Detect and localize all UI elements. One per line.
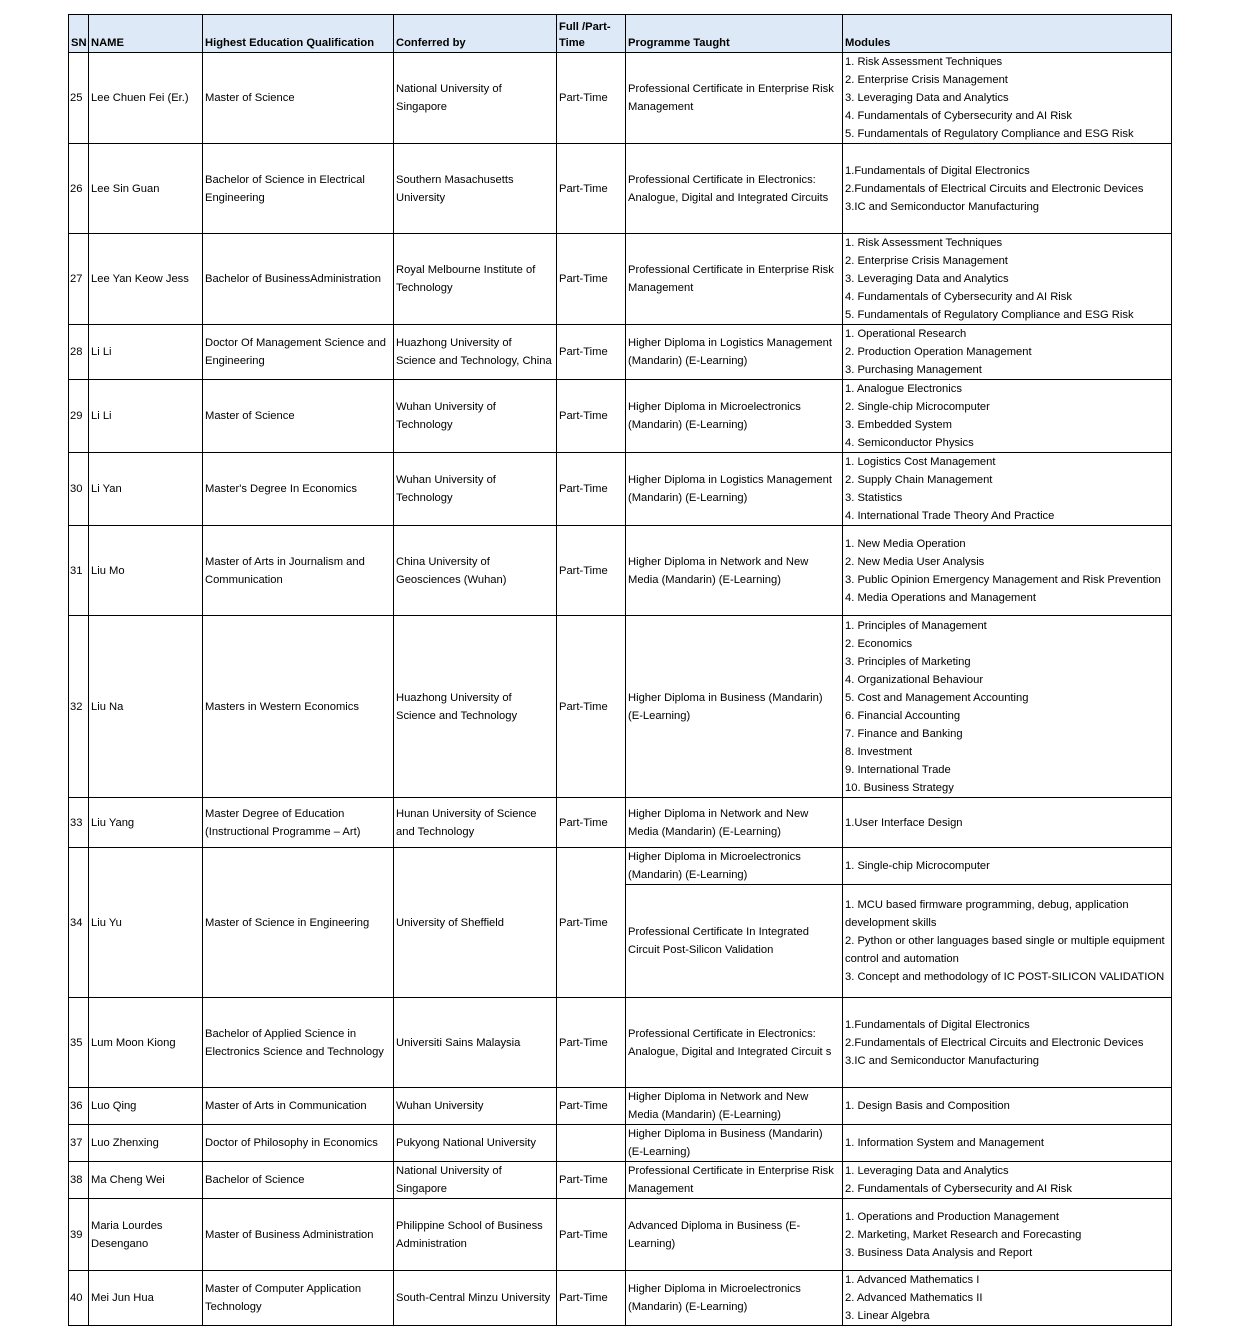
cell-qualification: Masters in Western Economics [203, 616, 394, 798]
header-modules: Modules [843, 15, 1172, 53]
table-row [69, 1162, 1172, 1199]
cell-mode: Part-Time [557, 616, 626, 798]
module-item: 2. Fundamentals of Cybersecurity and AI Risk [845, 1183, 1072, 1195]
module-item: 1. Principles of Management [845, 619, 987, 632]
cell-name: Li Yan [89, 453, 203, 526]
module-item: 2. Economics [845, 637, 913, 650]
cell-qualification: Master of Arts in Journalism and Communication [203, 526, 394, 616]
table-row [69, 1125, 1172, 1162]
cell-conferred-by: Philippine School of Business Administration [394, 1199, 557, 1271]
cell-mode: Part-Time [557, 53, 626, 144]
cell-name: Liu Mo [89, 526, 203, 616]
cell-qualification: Master of Business Administration [203, 1199, 394, 1271]
cell-sn: 27 [69, 234, 89, 325]
cell-sn: 40 [69, 1271, 89, 1326]
cell-qualification: Doctor of Philosophy in Economics [203, 1125, 394, 1162]
module-item: 3. Leveraging Data and Analytics [845, 92, 1009, 104]
cell-modules [843, 1088, 1172, 1125]
cell-sn: 37 [69, 1125, 89, 1162]
cell-mode: Part-Time [557, 380, 626, 453]
module-item: 2. Enterprise Crisis Management [845, 74, 1008, 86]
cell-conferred-by: Wuhan University of Technology [394, 453, 557, 526]
cell-mode: Part-Time [557, 1088, 626, 1125]
module-item: 3. Business Data Analysis and Report [845, 1246, 1033, 1259]
cell-sn: 34 [69, 848, 89, 998]
table-row [69, 798, 1172, 848]
cell-sn: 32 [69, 616, 89, 798]
module-item: 5. Fundamentals of Regulatory Compliance and ESG Risk [845, 309, 1134, 321]
module-item: 2. Python or other languages based single or multiple equipment control and automation [845, 935, 1165, 965]
cell-sn: 29 [69, 380, 89, 453]
cell-programme: Higher Diploma in Network and New Media (Mandarin) (E-Learning) [626, 798, 843, 848]
module-item: 2. Production Operation Management [845, 346, 1032, 358]
module-item: 3. Embedded System [845, 419, 952, 431]
cell-sn: 35 [69, 998, 89, 1088]
module-item: 4. Media Operations and Management [845, 591, 1036, 604]
cell-modules [843, 380, 1172, 453]
cell-name: Ma Cheng Wei [89, 1162, 203, 1199]
cell-name: Liu Yang [89, 798, 203, 848]
cell-programme: Advanced Diploma in Business (E-Learning) [626, 1199, 843, 1271]
cell-modules [843, 885, 1172, 998]
module-item: 10. Business Strategy [845, 781, 954, 794]
cell-name: Lum Moon Kiong [89, 998, 203, 1088]
cell-programme: Higher Diploma in Network and New Media (Mandarin) (E-Learning) [626, 526, 843, 616]
cell-mode: Part-Time [557, 998, 626, 1088]
cell-qualification: Bachelor of Science [203, 1162, 394, 1199]
cell-programme: Higher Diploma in Business (Mandarin) (E-Learning) [626, 616, 843, 798]
cell-name: Luo Zhenxing [89, 1125, 203, 1162]
cell-conferred-by: Huazhong University of Science and Technology, China [394, 325, 557, 380]
cell-qualification: Doctor Of Management Science and Engineering [203, 325, 394, 380]
module-item: 4. Fundamentals of Cybersecurity and AI Risk [845, 291, 1072, 303]
cell-programme: Professional Certificate in Enterprise Risk Management [626, 234, 843, 325]
table-row [69, 325, 1172, 380]
cell-modules [843, 526, 1172, 616]
module-item: 1. Advanced Mathematics I [845, 1274, 980, 1286]
cell-modules [843, 1271, 1172, 1326]
cell-modules [843, 798, 1172, 848]
module-item: 3.IC and Semiconductor Manufacturing [845, 200, 1040, 213]
cell-modules [843, 453, 1172, 526]
cell-mode: Part-Time [557, 144, 626, 234]
cell-modules [843, 848, 1172, 885]
cell-mode: Part-Time [557, 1271, 626, 1326]
module-item: 1. Risk Assessment Techniques [845, 56, 1003, 68]
module-item: 4. International Trade Theory And Practice [845, 510, 1055, 522]
cell-name: Lee Yan Keow Jess [89, 234, 203, 325]
module-item: 2.Fundamentals of Electrical Circuits and Electronic Devices [845, 182, 1144, 195]
cell-name: Lee Sin Guan [89, 144, 203, 234]
cell-name: Liu Yu [89, 848, 203, 998]
module-item: 1. Analogue Electronics [845, 383, 962, 395]
module-item: 6. Financial Accounting [845, 709, 961, 722]
cell-programme: Higher Diploma in Microelectronics (Mandarin) (E-Learning) [626, 848, 843, 885]
cell-name: Li Li [89, 380, 203, 453]
module-item: 3.IC and Semiconductor Manufacturing [845, 1054, 1040, 1067]
cell-mode: Part-Time [557, 234, 626, 325]
module-item: 2. Advanced Mathematics II [845, 1292, 983, 1304]
cell-modules [843, 998, 1172, 1088]
table-row [69, 526, 1172, 616]
cell-programme: Higher Diploma in Microelectronics (Mandarin) (E-Learning) [626, 380, 843, 453]
cell-name: Maria Lourdes Desengano [89, 1199, 203, 1271]
module-item: 4. Semiconductor Physics [845, 437, 974, 449]
module-item: 3. Concept and methodology of IC POST-SILICON VALIDATION [845, 971, 1165, 983]
cell-name: Lee Chuen Fei (Er.) [89, 53, 203, 144]
module-item: 3. Public Opinion Emergency Management and Risk Prevention [845, 573, 1161, 586]
module-item: 8. Investment [845, 745, 913, 758]
cell-mode: Part-Time [557, 1199, 626, 1271]
module-item: 2. Enterprise Crisis Management [845, 255, 1008, 267]
cell-qualification: Master of Arts in Communication [203, 1088, 394, 1125]
header-conferred-by: Conferred by [394, 15, 557, 53]
table-row [69, 453, 1172, 526]
cell-qualification: Master Degree of Education (Instructional Programme – Art) [203, 798, 394, 848]
module-item: 1. New Media Operation [845, 537, 966, 550]
cell-conferred-by: Wuhan University of Technology [394, 380, 557, 453]
cell-sn: 33 [69, 798, 89, 848]
table-row [69, 616, 1172, 798]
table-row [69, 144, 1172, 234]
module-item: 4. Organizational Behaviour [845, 673, 984, 686]
cell-modules [843, 616, 1172, 798]
table-body [69, 53, 1172, 1326]
cell-programme: Higher Diploma in Business (Mandarin) (E-Learning) [626, 1125, 843, 1162]
cell-sn: 31 [69, 526, 89, 616]
cell-modules [843, 1125, 1172, 1162]
module-item: 3. Principles of Marketing [845, 655, 971, 668]
module-item: 2. Marketing, Market Research and Forecasting [845, 1228, 1082, 1241]
cell-sn: 38 [69, 1162, 89, 1199]
cell-mode: Part-Time [557, 848, 626, 998]
module-item: 3. Purchasing Management [845, 364, 982, 376]
cell-name: Li Li [89, 325, 203, 380]
cell-qualification: Bachelor of Applied Science in Electronics Science and Technology [203, 998, 394, 1088]
module-item: 3. Leveraging Data and Analytics [845, 273, 1009, 285]
cell-mode: Part-Time [557, 798, 626, 848]
cell-conferred-by: Southern Masachusetts University [394, 144, 557, 234]
cell-mode [557, 1125, 626, 1162]
cell-modules [843, 53, 1172, 144]
cell-conferred-by: Huazhong University of Science and Technology [394, 616, 557, 798]
cell-modules [843, 325, 1172, 380]
module-item: 5. Cost and Management Accounting [845, 691, 1029, 704]
module-item: 2. Single-chip Microcomputer [845, 401, 990, 413]
cell-qualification: Master of Science [203, 53, 394, 144]
cell-sn: 30 [69, 453, 89, 526]
cell-mode: Part-Time [557, 325, 626, 380]
cell-programme: Professional Certificate in Electronics: Analogue, Digital and Integrated Circuit s [626, 998, 843, 1088]
module-item: 1. MCU based firmware programming, debug, application development skills [845, 899, 1129, 929]
cell-name: Mei Jun Hua [89, 1271, 203, 1326]
cell-programme: Professional Certificate In Integrated Circuit Post-Silicon Validation [626, 885, 843, 998]
cell-sn: 26 [69, 144, 89, 234]
cell-qualification: Master's Degree In Economics [203, 453, 394, 526]
cell-conferred-by: Hunan University of Science and Technology [394, 798, 557, 848]
module-item: 2.Fundamentals of Electrical Circuits and Electronic Devices [845, 1036, 1144, 1049]
module-item: 4. Fundamentals of Cybersecurity and AI Risk [845, 110, 1072, 122]
module-item: 1. Single-chip Microcomputer [845, 860, 990, 872]
cell-sn: 36 [69, 1088, 89, 1125]
table-row [69, 234, 1172, 325]
header-sn: SN [69, 15, 89, 53]
module-item: 9. International Trade [845, 763, 951, 776]
cell-sn: 39 [69, 1199, 89, 1271]
table-row [69, 1271, 1172, 1326]
cell-conferred-by: University of Sheffield [394, 848, 557, 998]
cell-qualification: Master of Science in Engineering [203, 848, 394, 998]
module-item: 1. Risk Assessment Techniques [845, 237, 1003, 249]
cell-programme: Professional Certificate in Enterprise Risk Management [626, 53, 843, 144]
module-item: 1.User Interface Design [845, 816, 963, 829]
cell-modules [843, 1162, 1172, 1199]
cell-qualification: Bachelor of Science in Electrical Engineering [203, 144, 394, 234]
cell-programme: Higher Diploma in Microelectronics (Mandarin) (E-Learning) [626, 1271, 843, 1326]
module-item: 3. Linear Algebra [845, 1310, 930, 1322]
cell-programme: Higher Diploma in Network and New Media (Mandarin) (E-Learning) [626, 1088, 843, 1125]
module-item: 1. Logistics Cost Management [845, 456, 996, 468]
header-mode: Full /Part-Time [557, 15, 626, 53]
cell-sn: 28 [69, 325, 89, 380]
cell-conferred-by: Pukyong National University [394, 1125, 557, 1162]
module-item: 1. Design Basis and Composition [845, 1100, 1010, 1112]
cell-name: Liu Na [89, 616, 203, 798]
cell-conferred-by: Universiti Sains Malaysia [394, 998, 557, 1088]
cell-sn: 25 [69, 53, 89, 144]
cell-modules [843, 144, 1172, 234]
table-row [69, 1199, 1172, 1271]
module-item: 1. Information System and Management [845, 1137, 1044, 1149]
cell-mode: Part-Time [557, 453, 626, 526]
cell-conferred-by: National University of Singapore [394, 53, 557, 144]
header-programme: Programme Taught [626, 15, 843, 53]
cell-programme: Higher Diploma in Logistics Management (Mandarin) (E-Learning) [626, 325, 843, 380]
table-row [69, 380, 1172, 453]
module-item: 2. Supply Chain Management [845, 474, 993, 486]
cell-mode: Part-Time [557, 526, 626, 616]
cell-programme: Professional Certificate in Enterprise Risk Management [626, 1162, 843, 1199]
header-row [69, 15, 1172, 53]
header-name: NAME [89, 15, 203, 53]
module-item: 5. Fundamentals of Regulatory Compliance and ESG Risk [845, 128, 1134, 140]
cell-qualification: Master of Science [203, 380, 394, 453]
module-item: 1. Operational Research [845, 328, 967, 340]
cell-qualification: Bachelor of BusinessAdministration [203, 234, 394, 325]
cell-conferred-by: Royal Melbourne Institute of Technology [394, 234, 557, 325]
table-row [69, 53, 1172, 144]
cell-modules [843, 1199, 1172, 1271]
module-item: 1.Fundamentals of Digital Electronics [845, 1018, 1030, 1031]
table-row [69, 1088, 1172, 1125]
table-row [69, 998, 1172, 1088]
module-item: 3. Statistics [845, 492, 903, 504]
cell-programme: Higher Diploma in Logistics Management (Mandarin) (E-Learning) [626, 453, 843, 526]
cell-name: Luo Qing [89, 1088, 203, 1125]
module-item: 7. Finance and Banking [845, 727, 963, 740]
module-item: 2. New Media User Analysis [845, 555, 985, 568]
cell-conferred-by: National University of Singapore [394, 1162, 557, 1199]
table-row [69, 848, 1172, 885]
cell-mode: Part-Time [557, 1162, 626, 1199]
cell-qualification: Master of Computer Application Technology [203, 1271, 394, 1326]
cell-conferred-by: Wuhan University [394, 1088, 557, 1125]
header-qualification: Highest Education Qualification [203, 15, 394, 53]
staff-table [68, 14, 1172, 1326]
module-item: 1. Operations and Production Management [845, 1210, 1059, 1223]
module-item: 1. Leveraging Data and Analytics [845, 1165, 1009, 1177]
module-item: 1.Fundamentals of Digital Electronics [845, 164, 1030, 177]
cell-programme: Professional Certificate in Electronics: Analogue, Digital and Integrated Circuits [626, 144, 843, 234]
cell-modules [843, 234, 1172, 325]
cell-conferred-by: China University of Geosciences (Wuhan) [394, 526, 557, 616]
cell-conferred-by: South-Central Minzu University [394, 1271, 557, 1326]
